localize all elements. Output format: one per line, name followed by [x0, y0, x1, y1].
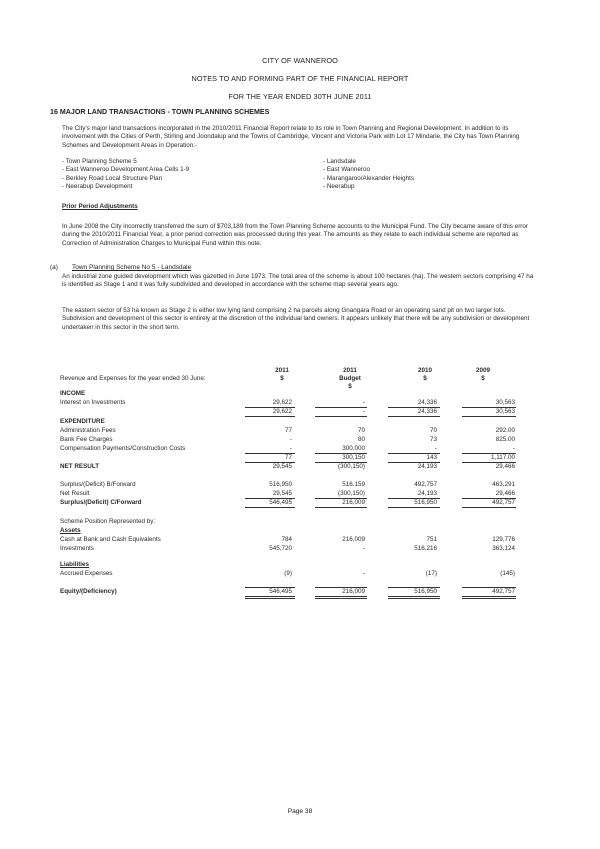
cell: 516,950	[269, 481, 292, 488]
cell: 70	[357, 427, 365, 434]
scheme-item: - East Wanneroo Development Area Cells 1-9	[62, 166, 190, 174]
row-label: Accrued Expenses	[60, 570, 113, 577]
total-rule	[245, 598, 295, 599]
period-title: FOR THE YEAR ENDED 30TH JUNE 2011	[228, 92, 372, 101]
cell: 492,757	[414, 481, 437, 488]
row-label: Surplus/(Deficit) C/Forward	[60, 499, 142, 506]
cell: -	[512, 445, 515, 452]
table-caption: Revenue and Expenses for the year ended 30 June:	[60, 375, 206, 382]
cell: 545,720	[269, 545, 292, 552]
cell: 300,150	[342, 454, 365, 461]
cell: 292.00	[495, 427, 515, 434]
cell: -	[362, 399, 365, 406]
net-result-label: NET RESULT	[60, 463, 100, 470]
expenditure-heading: EXPENDITURE	[60, 418, 105, 425]
cell: -	[289, 436, 292, 443]
cell: 29,545	[272, 463, 292, 470]
notes-title: NOTES TO AND FORMING PART OF THE FINANCIAL REPORT	[191, 74, 409, 83]
total-rule	[462, 507, 516, 508]
row-label: Administration Fees	[60, 427, 116, 434]
cell: 463,291	[492, 481, 515, 488]
row-label: Cash at Bank and Cash Equivalents	[60, 536, 161, 543]
cell: 77	[284, 454, 292, 461]
row-label: Net Result	[60, 490, 90, 497]
cell: 24,336	[417, 399, 437, 406]
total-rule	[315, 596, 367, 597]
total-rule	[245, 416, 295, 417]
total-rule	[245, 507, 295, 508]
cell: 751	[426, 536, 437, 543]
prior-period-paragraph: In June 2008 the City incorrectly transferred the sum of $703,189 from the Town Planning Scheme accounts to the Municipal Fund. The City became aware of this error during the 2010/2011 Financial Year, a prior period correction was processed during this year. The amounts as they relate to each individual scheme are reported as Correction of Administration Charges to Municipal Fund within this note.	[62, 223, 528, 247]
cell: 216,009	[342, 588, 365, 595]
cell: (17)	[425, 570, 437, 577]
cell: 216,009	[342, 536, 365, 543]
cell: -	[362, 408, 365, 415]
income-heading: INCOME	[60, 390, 86, 397]
cell: 29,466	[495, 490, 515, 497]
total-rule	[315, 416, 367, 417]
row-label: Bank Fee Charges	[60, 436, 113, 443]
page-number: Page 38	[287, 808, 313, 815]
row-label: Interest on Investments	[60, 399, 126, 406]
cell: 1,117.00	[490, 454, 515, 461]
cell: (300,150)	[338, 463, 365, 470]
equity-label: Equity/(Deficiency)	[60, 588, 117, 595]
cell: 77	[284, 427, 292, 434]
cell: 825.00	[495, 436, 515, 443]
cell: 516,950	[414, 499, 437, 506]
total-rule	[462, 416, 516, 417]
cell: 30,563	[495, 408, 515, 415]
scheme-paragraph-1: An industrial zone guided development which was gazetted in June 1973. The total area of the scheme is about 100 hectares (ha). The western sectors comprising 47 ha is identified as Stage 1 and it was fully subdivided and developed in accordance with the scheme map several years ago.	[62, 273, 534, 289]
cell: 363,124	[492, 545, 515, 552]
cell: (300,150)	[338, 490, 365, 497]
liabilities-heading: Liabilities	[60, 561, 90, 568]
total-rule	[388, 596, 440, 597]
cell: 216,009	[342, 499, 365, 506]
total-rule	[388, 598, 440, 599]
scheme-item: - Landsdale	[323, 158, 356, 165]
intro-paragraph: The City's major land transactions incorporated in the 2010/2011 Financial Report relate to its role in Town Planning and Regional Development. In addition to its involvement with the Cities of Perth, Stirling and Joondalup and the Towns of Cambridge, Vincent and Victoria Park with Lot 17 Mindarie, the City has Town Planning Schemes and Development Areas in Operation:-	[62, 125, 520, 149]
org-title: CITY OF WANNEROO	[262, 56, 338, 65]
scheme-item: - Marangaroo/Alexander Heights	[323, 174, 415, 182]
scheme-paragraph-2: The eastern sector of 53 ha known as Stage 2 is either low lying land comprising 2 ha parcels along Gnangara Road or an operating sand pit on two larger lots. Subdivision and development of this sector is entirely at the discretion of the individual land owners. It appears unlikely that there will be any subdivision or development undertaken in this sector in the short term.	[62, 307, 530, 331]
total-rule	[245, 596, 295, 597]
cell: 73	[429, 436, 437, 443]
cell: 30,563	[495, 399, 515, 406]
total-rule	[462, 598, 516, 599]
scheme-item: - Neerabup	[323, 183, 355, 191]
total-rule	[315, 507, 367, 508]
col-header-2011: 2011 $	[275, 367, 289, 382]
cell: 300,000	[342, 445, 365, 452]
scheme-item: - Neerabup Development	[62, 183, 133, 191]
scheme-item: - Town Planning Scheme 5	[62, 158, 137, 165]
cell: 29,622	[272, 399, 292, 406]
total-rule	[388, 416, 440, 417]
cell: (9)	[284, 570, 292, 577]
cell: 546,495	[269, 588, 292, 595]
scheme-item: - Berkley Road Local Structure Plan	[62, 174, 163, 182]
cell: -	[289, 445, 292, 452]
prior-period-heading: Prior Period Adjustments	[62, 203, 138, 210]
cell: 784	[281, 536, 292, 543]
cell: 70	[429, 427, 437, 434]
row-label: Compensation Payments/Construction Costs	[60, 445, 186, 452]
cell: 546,495	[269, 499, 292, 506]
row-label: Investments	[60, 545, 94, 552]
row-label: Surplus/(Deficit) B/Forward	[60, 481, 136, 488]
col-header-2010: 2010 $	[417, 367, 432, 382]
subsection-letter: (a)	[50, 264, 58, 271]
cell: 24,336	[417, 408, 437, 415]
cell: 492,757	[492, 588, 515, 595]
col-header-2011-budget: 2011 Budget $	[339, 367, 361, 390]
cell: 129,776	[492, 536, 515, 543]
subsection-title: Town Planning Scheme No 5 - Landsdale	[72, 264, 192, 271]
cell: -	[362, 570, 365, 577]
cell: 24,193	[417, 463, 437, 470]
total-rule	[388, 507, 440, 508]
section-heading: 16 MAJOR LAND TRANSACTIONS - TOWN PLANNING SCHEMES	[50, 108, 270, 116]
cell: (145)	[500, 570, 515, 577]
cell: 143	[426, 454, 437, 461]
cell: 24,193	[417, 490, 437, 497]
assets-heading: Assets	[60, 527, 81, 534]
cell: 516,159	[342, 481, 365, 488]
cell: 29,545	[272, 490, 292, 497]
position-heading: Scheme Position Represented by:	[60, 518, 156, 525]
cell: -	[362, 545, 365, 552]
cell: 29,622	[272, 408, 292, 415]
cell: 492,757	[492, 499, 515, 506]
cell: -	[434, 445, 437, 452]
cell: 516,950	[414, 588, 437, 595]
total-rule	[315, 598, 367, 599]
cell: 516,216	[414, 545, 437, 552]
total-rule	[462, 596, 516, 597]
col-header-2009: 2009 $	[475, 367, 490, 382]
cell: 80	[357, 436, 365, 443]
scheme-item: - East Wanneroo	[323, 166, 371, 174]
cell: 29,466	[495, 463, 515, 470]
